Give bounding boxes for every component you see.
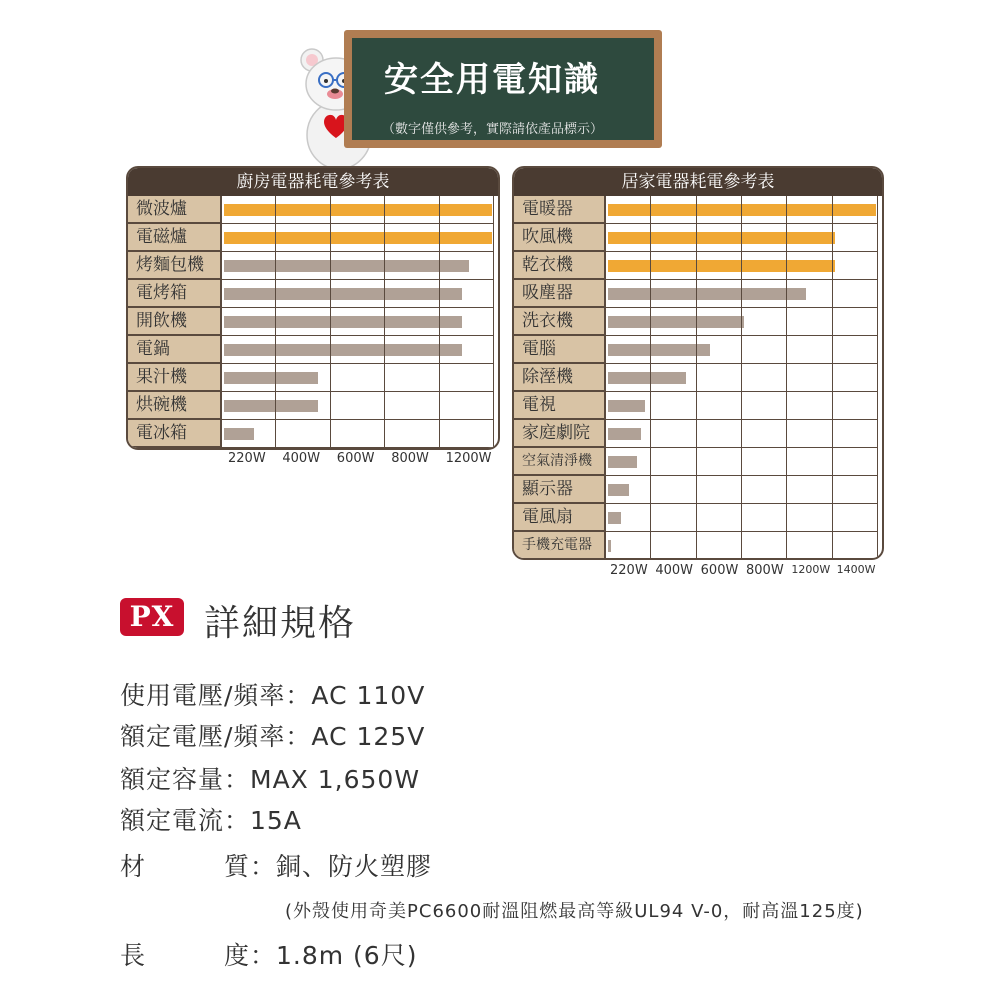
kitchen-x-tick-label: 800W — [391, 451, 429, 466]
kitchen-power-bar — [224, 428, 254, 440]
home-row-label: 除溼機 — [514, 364, 606, 392]
home-x-tick-label: 1400W — [836, 563, 876, 576]
home-row-divider — [606, 419, 878, 420]
home-power-bar — [608, 456, 637, 468]
spec-voltage: 使用電壓/頻率：AC 110V — [120, 681, 426, 710]
home-row-divider — [606, 391, 878, 392]
kitchen-grid-line — [330, 196, 331, 450]
kitchen-power-bar — [224, 400, 318, 412]
kitchen-power-bar — [224, 204, 492, 216]
kitchen-row-label: 烤麵包機 — [128, 252, 222, 280]
home-row-divider — [606, 363, 878, 364]
home-power-bar — [608, 428, 641, 440]
kitchen-grid-line — [439, 196, 440, 450]
home-row-divider — [606, 307, 878, 308]
spec-material: 材 質：銅、防火塑膠 — [120, 852, 433, 881]
home-power-bar — [608, 288, 806, 300]
home-row-label: 電暖器 — [514, 196, 606, 224]
home-row-label: 吹風機 — [514, 224, 606, 252]
home-row-label: 手機充電器 — [514, 532, 606, 560]
kitchen-row-divider — [222, 419, 494, 420]
home-power-bar — [608, 316, 744, 328]
home-row-label: 乾衣機 — [514, 252, 606, 280]
home-row-label: 電視 — [514, 392, 606, 420]
home-row-label: 吸塵器 — [514, 280, 606, 308]
home-grid-line — [741, 196, 742, 560]
kitchen-x-tick-label: 400W — [282, 451, 321, 466]
home-power-bar — [608, 540, 611, 552]
home-x-tick-label: 600W — [700, 563, 739, 578]
home-row-label: 家庭劇院 — [514, 420, 606, 448]
kitchen-grid-line — [493, 196, 494, 450]
kitchen-row-label: 電冰箱 — [128, 420, 222, 448]
kitchen-x-tick-label: 1200W — [445, 451, 492, 466]
home-grid-line — [650, 196, 651, 560]
kitchen-row-divider — [222, 335, 494, 336]
banner-title: 安全用電知識 — [384, 60, 600, 100]
home-power-bar — [608, 260, 835, 272]
home-grid-line — [696, 196, 697, 560]
spec-length: 長 度：1.8m (6尺) — [120, 941, 418, 970]
kitchen-row-label: 果汁機 — [128, 364, 222, 392]
home-power-bar — [608, 512, 621, 524]
spec-capacity: 額定容量：MAX 1,650W — [120, 765, 421, 794]
home-row-label: 電腦 — [514, 336, 606, 364]
home-row-divider — [606, 447, 878, 448]
kitchen-row-divider — [222, 251, 494, 252]
home-row-divider — [606, 531, 878, 532]
home-x-tick-label: 800W — [746, 563, 784, 578]
kitchen-power-table — [126, 166, 500, 450]
home-power-bar — [608, 484, 629, 496]
kitchen-row-divider — [222, 447, 494, 448]
kitchen-power-bar — [224, 232, 492, 244]
kitchen-grid-line — [384, 196, 385, 450]
home-row-divider — [606, 223, 878, 224]
chalkboard-banner — [344, 30, 662, 148]
kitchen-power-bar — [224, 288, 462, 300]
kitchen-row-divider — [222, 223, 494, 224]
home-row-divider — [606, 279, 878, 280]
spec-rated-voltage: 額定電壓/頻率：AC 125V — [120, 722, 426, 751]
banner-subtitle: （數字僅供參考，實際請依產品標示） — [382, 122, 604, 137]
kitchen-row-divider — [222, 391, 494, 392]
home-grid-line — [877, 196, 878, 560]
home-row-divider — [606, 475, 878, 476]
kitchen-row-divider — [222, 279, 494, 280]
home-power-bar — [608, 372, 686, 384]
home-row-divider — [606, 559, 878, 560]
home-power-bar — [608, 232, 835, 244]
spec-material-note: (外殼使用奇美PC6600耐溫阻燃最高等級UL94 V-0，耐高溫125度) — [285, 901, 864, 922]
home-row-label: 顯示器 — [514, 476, 606, 504]
kitchen-power-bar — [224, 260, 469, 272]
home-x-tick-label: 1200W — [791, 563, 831, 576]
kitchen-row-label: 電鍋 — [128, 336, 222, 364]
home-row-label: 電風扇 — [514, 504, 606, 532]
kitchen-row-label: 電烤箱 — [128, 280, 222, 308]
px-brand-logo: PX — [120, 598, 184, 636]
kitchen-row-label: 烘碗機 — [128, 392, 222, 420]
home-table-title: 居家電器耗電參考表 — [514, 168, 882, 196]
home-x-tick-label: 220W — [610, 563, 648, 578]
kitchen-power-bar — [224, 372, 318, 384]
kitchen-x-tick-label: 600W — [336, 451, 375, 466]
home-row-divider — [606, 335, 878, 336]
spec-title: 詳細規格 — [204, 603, 357, 644]
kitchen-power-bar — [224, 344, 462, 356]
spec-current: 額定電流：15A — [120, 806, 302, 835]
home-x-tick-label: 400W — [655, 563, 693, 578]
home-power-bar — [608, 400, 645, 412]
kitchen-grid-line — [275, 196, 276, 450]
kitchen-row-label: 電磁爐 — [128, 224, 222, 252]
kitchen-row-label: 微波爐 — [128, 196, 222, 224]
kitchen-row-divider — [222, 363, 494, 364]
home-row-label: 洗衣機 — [514, 308, 606, 336]
home-power-bar — [608, 204, 876, 216]
kitchen-power-bar — [224, 316, 462, 328]
home-grid-line — [832, 196, 833, 560]
home-row-divider — [606, 503, 878, 504]
home-row-divider — [606, 251, 878, 252]
kitchen-x-tick-label: 220W — [228, 451, 266, 466]
home-grid-line — [786, 196, 787, 560]
home-row-label: 空氣清淨機 — [514, 448, 606, 476]
kitchen-row-label: 開飲機 — [128, 308, 222, 336]
kitchen-table-title: 廚房電器耗電參考表 — [128, 168, 498, 196]
kitchen-row-divider — [222, 307, 494, 308]
home-power-table — [512, 166, 884, 560]
